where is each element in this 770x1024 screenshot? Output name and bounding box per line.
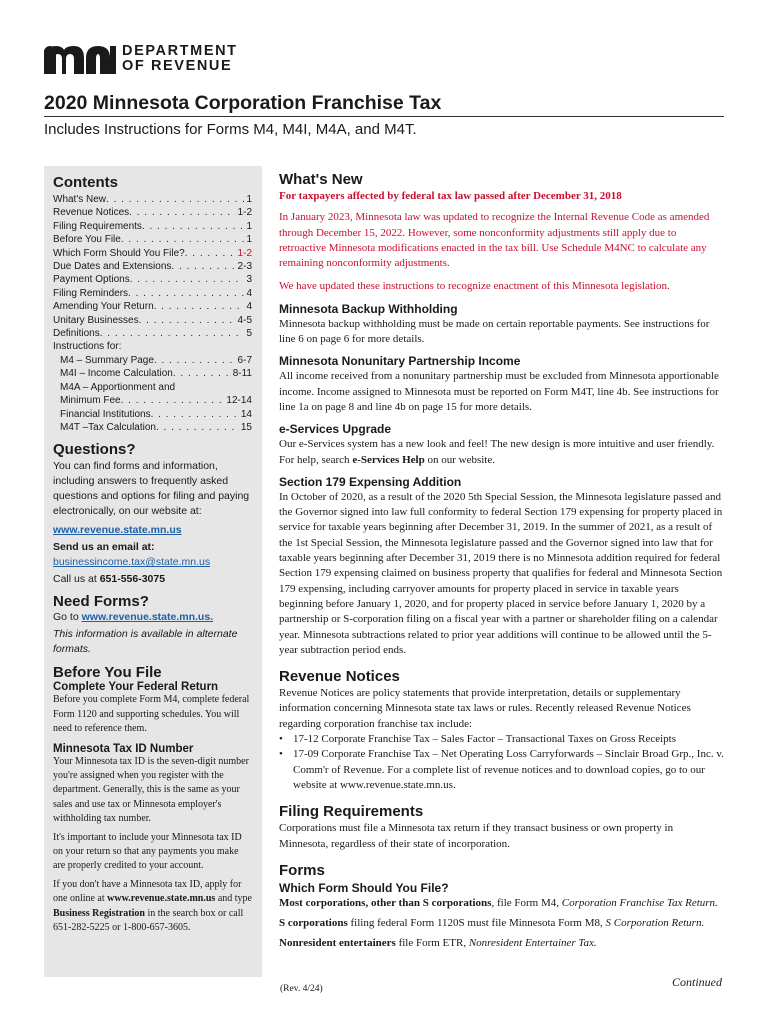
toc-leader — [129, 206, 235, 219]
s-corporations-text: S corporations filing federal Form 1120S must file Minnesota Form M8, S Corporation Return. — [279, 917, 705, 930]
toc-leader — [100, 327, 245, 340]
nonresident-entertainers-text: Nonresident entertainers file Form ETR, Nonresident Entertainer Tax. — [279, 937, 597, 950]
toc-page: 12-14 — [226, 395, 252, 407]
toc-row — [53, 300, 252, 313]
mn-logo-icon — [44, 44, 116, 74]
toc-page: 8-11 — [232, 368, 252, 380]
whats-new-red-paragraph-1: In January 2023, Minnesota law was updated to recognize the Internal Revenue Code as amended through December 15, 2022. However, some nonconformity adjustments still apply due to retroactive Minnesota modifications enacted in the tax bill. Use Schedule M4NC to calculate any remaining nonconformity adjustments. — [279, 211, 710, 270]
toc-page: 1-2 — [237, 247, 252, 259]
department-logo — [44, 44, 238, 74]
toc-label: Unitary Businesses — [53, 314, 139, 326]
toc-label: Financial Institutions — [60, 408, 151, 420]
toc-label: Filing Requirements — [53, 220, 142, 232]
toc-row — [53, 206, 252, 219]
phone-number: 651-556-3075 — [99, 573, 166, 586]
toc-row — [53, 193, 252, 206]
toc-row — [53, 367, 252, 380]
toc-label: What's New — [53, 194, 107, 205]
toc-row — [53, 273, 252, 286]
toc-label: Instructions for: — [53, 341, 122, 353]
toc-label: Definitions — [53, 328, 100, 340]
before-you-file-heading: Before You File — [53, 664, 162, 682]
alternate-formats-note: This information is available in alternate formats. — [53, 628, 238, 656]
toc-row — [53, 233, 252, 246]
toc-label: Which Form Should You File? — [53, 247, 185, 259]
revision-date: (Rev. 4/24) — [280, 984, 323, 994]
need-forms-heading: Need Forms? — [53, 593, 149, 611]
toc-leader — [130, 273, 245, 286]
title-divider — [44, 116, 724, 117]
toc-label: M4A – Apportionment and — [60, 381, 176, 393]
toc-leader — [139, 314, 236, 327]
toc-page: 5 — [246, 328, 252, 340]
forms-heading: Forms — [279, 861, 325, 879]
list-item: • 17-12 Corporate Franchise Tax – Sales Factor – Transactional Taxes on Gross Receipts — [279, 733, 676, 746]
complete-federal-heading: Complete Your Federal Return — [53, 681, 219, 694]
most-corporations-text: Most corporations, other than S corporations, file Form M4, Corporation Franchise Tax Return. — [279, 896, 718, 909]
which-form-heading: Which Form Should You File? — [279, 880, 449, 895]
toc-page: 15 — [240, 421, 252, 433]
toc-page: 4-5 — [237, 314, 252, 326]
revenue-notices-text: Revenue Notices are policy statements that provide interpretation, details or supplementary information concerning Minnesota state tax laws or rules. Recently released Revenue Notices regarding corporation franchise tax include: — [279, 687, 691, 730]
nonunitary-text: All income received from a nonunitary partnership must be excluded from Minnesota apportionable income. Income assigned to Minnesota must be reported on Form M4T, line 4b. See instructions for line 1a on page 8 and line 4b on page 15 for more details. — [279, 370, 719, 413]
call-prefix: Call us at — [53, 573, 100, 586]
logo-line-1: DEPARTMENT — [122, 43, 238, 59]
complete-federal-text: Before you complete Form M4, complete federal Form 1120 and supporting schedules. You will need to reference them. — [53, 694, 250, 735]
forms-link[interactable]: www.revenue.state.mn.us. — [81, 611, 214, 624]
revenue-notices-list — [279, 732, 725, 793]
toc-leader — [154, 354, 236, 367]
toc-row — [53, 381, 252, 394]
toc-page: 2-3 — [237, 261, 252, 273]
questions-text: You can find forms and information, including answers to frequently asked questions and options for filing and paying electronically, on our website at: — [53, 460, 250, 518]
toc-row — [53, 354, 252, 367]
go-to-text: Go to — [53, 611, 82, 624]
email-label: Send us an email at: — [53, 541, 155, 554]
toc-leader — [185, 247, 236, 260]
toc-page: 1 — [246, 234, 252, 246]
toc-row — [53, 340, 252, 353]
toc-label: M4I – Income Calculation — [60, 368, 173, 380]
toc-leader — [154, 300, 245, 313]
main-column — [279, 170, 725, 952]
toc-row — [53, 247, 252, 260]
tax-id-text-3: If you don't have a Minnesota tax ID, apply for one online at www.revenue.state.mn.us and type Business Registration in the search box or call 651-282-5225 or 1-800-657-3605. — [53, 878, 252, 933]
toc-row — [53, 220, 252, 233]
filing-requirements-heading: Filing Requirements — [279, 803, 424, 821]
document-title: 2020 Minnesota Corporation Franchise Tax — [44, 92, 442, 114]
revenue-notices-heading: Revenue Notices — [279, 668, 400, 686]
backup-withholding-heading: Minnesota Backup Withholding — [279, 301, 458, 316]
toc-label: Revenue Notices — [53, 207, 130, 219]
whats-new-red-heading: For taxpayers affected by federal tax law passed after December 31, 2018 — [279, 190, 622, 202]
toc-leader — [121, 394, 225, 407]
toc-label: M4 – Summary Page — [60, 354, 154, 366]
toc-label: Before You File — [53, 234, 121, 246]
toc-leader — [121, 233, 245, 246]
logo-line-2: OF REVENUE — [122, 58, 233, 74]
registration-link[interactable]: www.revenue.state.mn.us — [107, 893, 216, 905]
toc-leader — [151, 408, 239, 421]
toc-row — [53, 287, 252, 300]
toc-page: 6-7 — [237, 354, 252, 366]
toc-label: Payment Options — [53, 274, 130, 286]
nonunitary-heading: Minnesota Nonunitary Partnership Income — [279, 354, 521, 369]
toc-label: Filing Reminders — [53, 287, 129, 299]
website-link[interactable]: www.revenue.state.mn.us — [53, 524, 182, 537]
toc-leader — [173, 367, 231, 380]
list-item: • 17-09 Corporate Franchise Tax – Net Operating Loss Carryforwards – Sinclair Broad Grp., Inc. v. Comm'r of Revenue. For a complete list of revenue notices and to download copies, go to our website at www.revenue.state.mn.us. — [279, 748, 724, 791]
continued-label: Continued — [672, 975, 722, 989]
section179-heading: Section 179 Expensing Addition — [279, 474, 462, 489]
contents-heading: Contents — [53, 174, 118, 191]
document-subtitle: Includes Instructions for Forms M4, M4I, M4A, and M4T. — [44, 121, 417, 138]
toc-label: Amending Your Return — [53, 301, 154, 313]
section179-text: In October of 2020, as a result of the 2020 5th Special Session, the Minnesota legislature passed and the Governor signed into law full conformity to federal Section 179 expensing for property placed in service for taxable years beginning after December 31, 2019. In the summer of 2021, as a result of the 1st Special Session, the Minnesota legislature passed and the Governor signed into law that for taxable years beginning after December 31, 2019 there is no Minnesota addition required for federal Section 179 expensing claimed on business property that qualifies for federal and Minnesota Section 179 expensing, including carryover amounts for property placed in service in taxable years beginning before January 1, 2020, and for property placed in service before January 1, 2020 by a partnership or S-corporation filing on a fiscal year with a partner or shareholder filing on a calendar year. Minnesota subtractions related to prior year additions will continue to be allowed until the 5-year subtraction period ends. — [279, 490, 723, 656]
toc-page: 1-2 — [237, 207, 252, 219]
toc-page: 1 — [246, 194, 252, 205]
toc-page: 4 — [246, 287, 252, 299]
table-of-contents — [53, 193, 252, 434]
toc-leader — [142, 220, 245, 233]
whats-new-red-paragraph-2: We have updated these instructions to recognize enactment of this Minnesota legislation. — [279, 280, 670, 293]
toc-leader — [128, 287, 244, 300]
toc-label: M4T –Tax Calculation — [60, 421, 156, 433]
toc-label: Due Dates and Extensions — [53, 261, 172, 273]
toc-page: 3 — [246, 274, 252, 286]
toc-leader — [106, 193, 244, 206]
backup-withholding-text: Minnesota backup withholding must be made on certain reportable payments. See instructions for line 6 on page 6 for more details. — [279, 317, 710, 346]
questions-heading: Questions? — [53, 441, 136, 459]
toc-page: 14 — [240, 408, 252, 420]
toc-row — [53, 408, 252, 421]
sidebar-panel — [44, 166, 262, 977]
filing-requirements-text: Corporations must file a Minnesota tax return if they transact business or own property in Minnesota, regardless of their state of incorporation. — [279, 822, 674, 850]
toc-leader — [171, 260, 235, 273]
whats-new-heading: What's New — [279, 171, 363, 188]
eservices-heading: e-Services Upgrade — [279, 422, 392, 437]
toc-label: Minimum Fee — [60, 395, 121, 407]
toc-row — [53, 260, 252, 273]
toc-row — [53, 314, 252, 327]
tax-id-heading: Minnesota Tax ID Number — [53, 742, 194, 755]
email-link[interactable]: businessincome.tax@state.mn.us — [53, 556, 211, 569]
toc-row — [53, 394, 252, 407]
toc-leader — [156, 421, 239, 434]
toc-page: 1 — [246, 220, 252, 232]
toc-page: 4 — [246, 301, 252, 313]
tax-id-text-1: Your Minnesota tax ID is the seven-digit number you're assigned when you register with the department. Generally, this is the same as your sales and use tax or Minnesota employer's withholding tax number. — [53, 755, 249, 825]
toc-row — [53, 421, 252, 434]
tax-id-text-2: It's important to include your Minnesota tax ID on your return so that any payments you make are properly credited to your account. — [53, 831, 242, 872]
toc-row — [53, 327, 252, 340]
eservices-text: Our e-Services system has a new look and feel! The new design is more intuitive and user friendly. For help, search e-Services Help on our website. — [279, 438, 715, 466]
